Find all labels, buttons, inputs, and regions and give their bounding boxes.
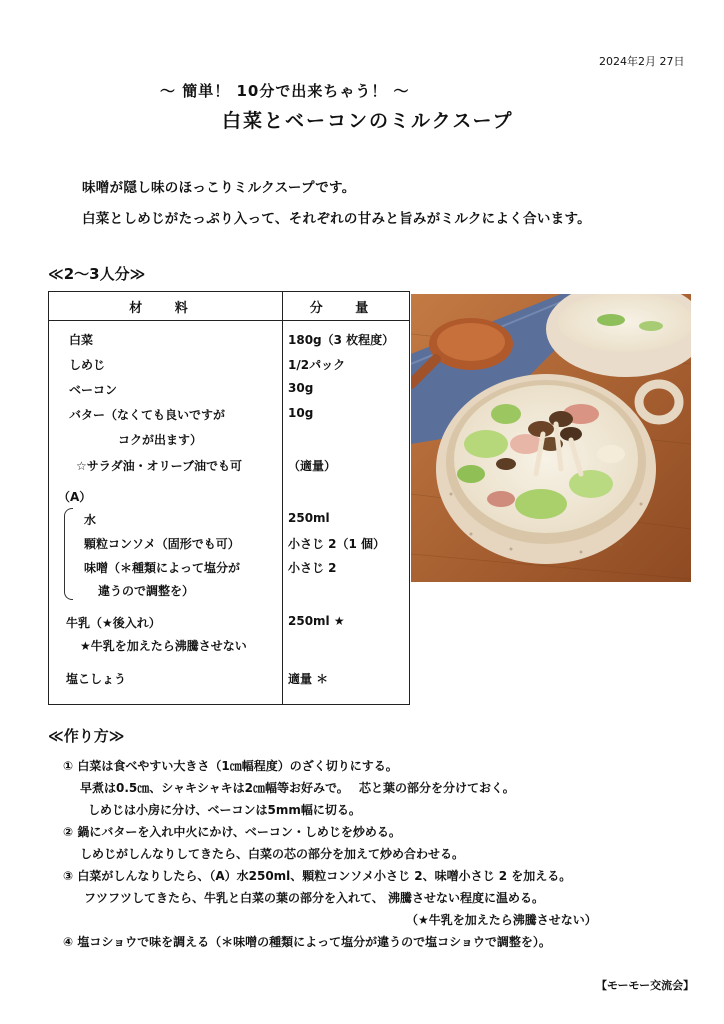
recipe-title: 白菜とベーコンのミルクスープ (222, 110, 514, 132)
method-step-note: （★牛乳を加えたら沸騰させない） (406, 913, 597, 927)
header-amount: 分 量 (283, 292, 410, 321)
ingredient-note: ★牛乳を加えたら沸騰させない (80, 639, 247, 653)
ingredient-name: 塩こしょう (66, 672, 127, 686)
method-step: ① 白菜は食べやすい大きさ（1㎝幅程度）のざく切りにする。 (63, 759, 398, 773)
ingredient-amount: 10g (288, 406, 314, 420)
ingredient-amount: 180g（3 枚程度） (288, 333, 395, 347)
intro-line-2: 白菜としめじがたっぷり入って、それぞれの甘みと旨みがミルクによく合います。 (82, 211, 591, 227)
ingredient-amount: （適量） (288, 459, 337, 473)
ingredient-amount: 1/2パック (288, 358, 346, 372)
recipe-subtitle: ～ 簡単！ 10分で出来ちゃう！ ～ (160, 82, 410, 100)
ingredient-amount: 小さじ 2（1 個） (288, 537, 386, 551)
method-step-detail: しめじは小房に分け、ベーコンは5mm幅に切る。 (88, 803, 361, 817)
soup-photo (411, 294, 691, 582)
document-date: 2024年2月 27日 (599, 55, 685, 68)
method-heading: ≪作り方≫ (48, 727, 125, 745)
ingredient-group-label: （A） (58, 490, 92, 504)
ingredient-amount: 小さじ 2 (288, 561, 337, 575)
serving-size: ≪2～3人分≫ (48, 265, 146, 283)
method-step-detail: 早煮は0.5㎝、シャキシャキは2㎝幅等お好みで。 芯と葉の部分を分けておく。 (80, 781, 515, 795)
ingredient-name: ベーコン (69, 383, 118, 397)
intro-line-1: 味噌が隠し味のほっこりミルクスープです。 (82, 180, 356, 196)
ingredient-amount: 250ml ★ (288, 614, 345, 628)
ingredient-name: 味噌（＊種類によって塩分が (84, 561, 241, 575)
method-step: ② 鍋にバターを入れ中火にかけ、ベーコン・しめじを炒める。 (63, 825, 401, 839)
ingredient-name: 牛乳（★後入れ） (66, 616, 161, 630)
ingredient-name: ☆サラダ油・オリーブ油でも可 (76, 459, 243, 473)
header-ingredients: 材 料 (49, 292, 283, 321)
group-bracket (64, 508, 73, 600)
ingredient-name: 顆粒コンソメ（固形でも可） (84, 537, 240, 551)
ingredient-name: 違うので調整を） (98, 584, 195, 598)
ingredient-name: しめじ (69, 358, 106, 372)
ingredient-amount: 250ml (288, 511, 330, 525)
ingredient-name: 水 (84, 513, 97, 527)
method-step: ③ 白菜がしんなりしたら、（A）水250ml、顆粒コンソメ小さじ 2、味噌小さじ 2 を加える。 (63, 869, 572, 883)
method-step-detail: フツフツしてきたら、牛乳と白菜の葉の部分を入れて、 沸騰させない程度に温める。 (84, 891, 544, 905)
ingredient-amount: 30g (288, 381, 314, 395)
ingredient-amount: 適量 ＊ (288, 672, 329, 686)
footer-organization: 【モーモー交流会】 (596, 979, 695, 992)
ingredient-name: バター（なくても良いですが (69, 408, 226, 422)
method-step: ④ 塩コショウで味を調える（＊味噌の種類によって塩分が違うので塩コショウで調整を）。 (63, 935, 551, 949)
ingredient-name: 白菜 (69, 333, 94, 347)
method-step-detail: しめじがしんなりしてきたら、白菜の芯の部分を加えて炒め合わせる。 (80, 847, 465, 861)
ingredient-name: コクが出ます） (118, 433, 203, 447)
